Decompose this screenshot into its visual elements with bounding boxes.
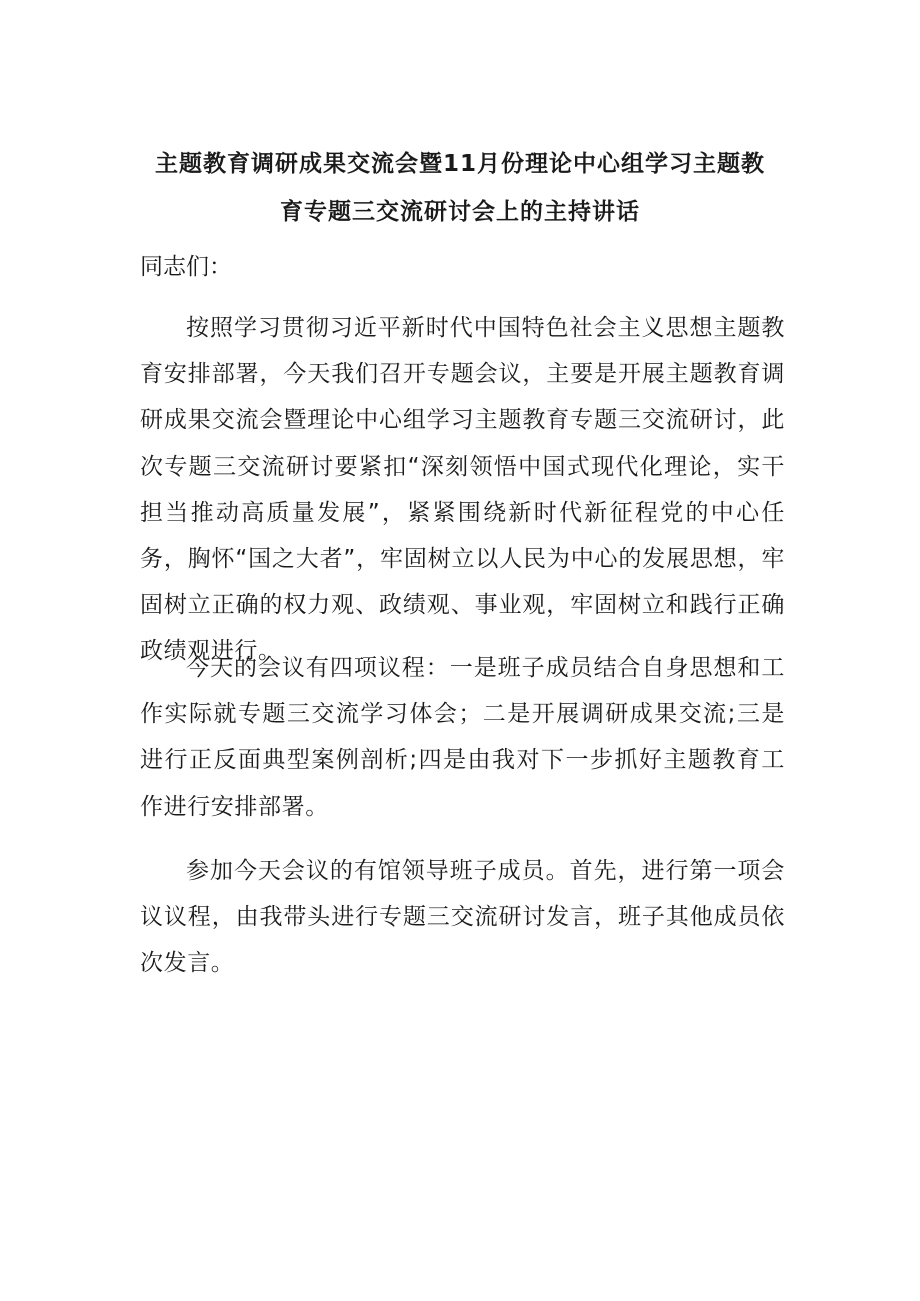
paragraph-agenda: 今天的会议有四项议程：一是班子成员结合自身思想和工作实际就专题三交流学习体会；二是开展调研成果交流;三是进行正反面典型案例剖析;四是由我对下一步抓好主题教育工作进行安排部署。 (140, 655, 785, 820)
document-title-line-2: 育专题三交流研讨会上的主持讲话 (280, 199, 640, 225)
greeting: 同志们： (140, 254, 232, 280)
document-title-line-1: 主题教育调研成果交流会暨11月份理论中心组学习主题教 (154, 151, 765, 177)
paragraph-intro: 按照学习贯彻习近平新时代中国特色社会主义思想主题教育安排部署，今天我们召开专题会议，主要是开展主题教育调研成果交流会暨理论中心组学习主题教育专题三交流研讨，此次专题三交流研讨要紧扣“深刻领悟中国式现代化理论，实干担当推动高质量发展”，紧紧围绕新时代新征程党的中心任务，胸怀“国之大者”，牢固树立以人民为中心的发展思想，牢固树立正确的权力观、政绩观、事业观，牢固树立和践行正确政绩观进行。 (140, 315, 785, 665)
paragraph-attendees: 参加今天会议的有馆领导班子成员。首先，进行第一项会议议程，由我带头进行专题三交流研讨发言，班子其他成员依次发言。 (140, 858, 785, 977)
